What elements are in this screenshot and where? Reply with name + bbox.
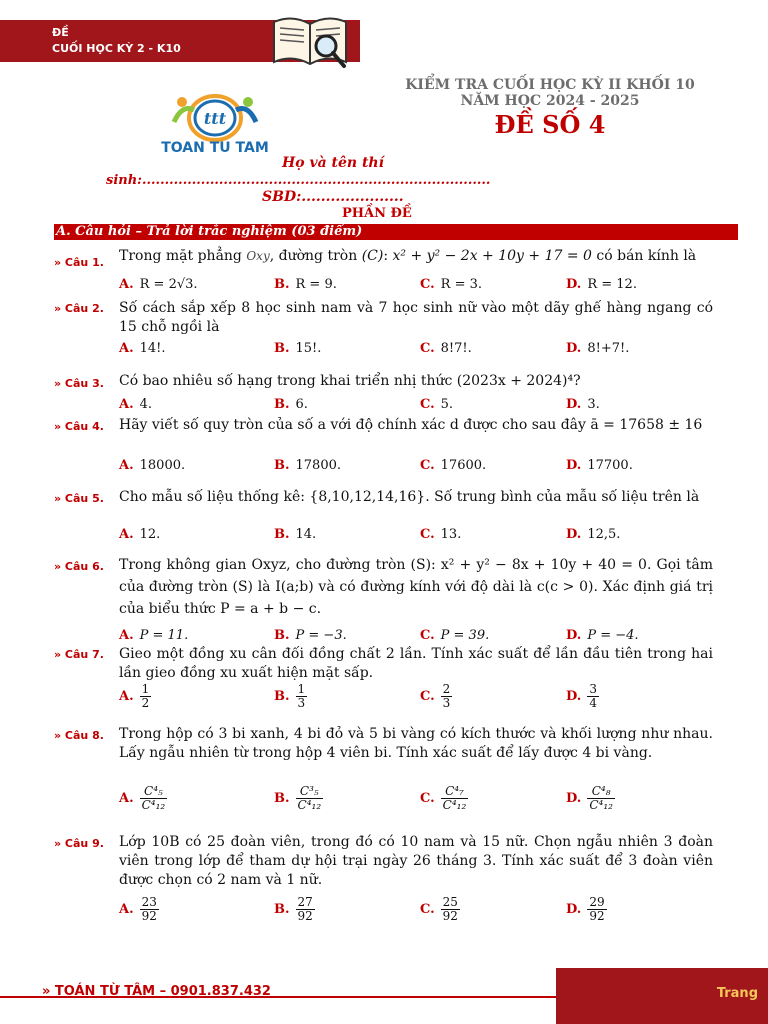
- sbd-line: SBD:.....................: [262, 189, 404, 205]
- option-d[interactable]: D. R = 12.: [566, 277, 637, 292]
- question-label: » Câu 9.: [54, 837, 104, 850]
- option-a[interactable]: A. $\frac{23}{92}$: [119, 895, 157, 923]
- logo-text: TOAN TU TAM: [161, 140, 269, 156]
- page-label: Trang: [716, 986, 758, 1001]
- option-d[interactable]: D. $\frac{29}{92}$: [566, 895, 605, 923]
- school-year: NĂM HỌC 2024 - 2025: [460, 93, 640, 109]
- option-d[interactable]: D. 3.: [566, 397, 600, 412]
- banner-line1: ĐỀ: [52, 26, 69, 39]
- option-c[interactable]: C. 13.: [420, 527, 462, 542]
- option-b[interactable]: B. P = −3.: [274, 628, 347, 643]
- option-a[interactable]: A. $\frac{\text{C⁴₅}}{\text{C⁴₁₂}}$: [119, 784, 166, 812]
- option-b[interactable]: B. 14.: [274, 527, 317, 542]
- option-c[interactable]: C. R = 3.: [420, 277, 483, 292]
- option-b[interactable]: B. 6.: [274, 397, 308, 412]
- exam-title: KIỂM TRA CUỐI HỌC KỲ II KHỐI 10: [405, 77, 695, 93]
- option-d[interactable]: D. 12,5.: [566, 527, 621, 542]
- option-c[interactable]: C. P = 39.: [420, 628, 490, 643]
- question-label: » Câu 6.: [54, 560, 104, 573]
- question-text: Trong hộp có 3 bi xanh, 4 bi đỏ và 5 bi vàng có kích thước và khối lượng như nhau. Lấy ngẫu nhiên từ trong hộp 4 viên bi. Tính xác suất để lấy được 4 bi vàng.: [119, 726, 713, 761]
- option-c[interactable]: C. $\frac{25}{92}$: [420, 895, 458, 923]
- option-d[interactable]: D. $\frac{3}{4}$: [566, 682, 597, 710]
- question-label: » Câu 2.: [54, 302, 104, 315]
- question-label: » Câu 3.: [54, 377, 104, 390]
- footer-contact: » TOÁN TỪ TÂM – 0901.837.432: [42, 984, 271, 999]
- option-b[interactable]: B. 15!.: [274, 341, 322, 356]
- question-label: » Câu 8.: [54, 729, 104, 742]
- student-name-line: sinh:.............................................................................: [106, 173, 491, 188]
- exam-number: ĐỀ SỐ 4: [494, 110, 606, 139]
- option-b[interactable]: B. R = 9.: [274, 277, 337, 292]
- option-a[interactable]: A. P = 11.: [119, 628, 189, 643]
- option-d[interactable]: D. 17700.: [566, 458, 633, 473]
- section-title: A. Câu hỏi – Trả lời trắc nghiệm (03 điểm): [54, 224, 738, 240]
- option-a[interactable]: A. 12.: [119, 527, 161, 542]
- question-label: » Câu 1.: [54, 256, 104, 269]
- option-a[interactable]: A. R = 2√3.: [119, 277, 198, 292]
- question-label: » Câu 4.: [54, 420, 104, 433]
- option-c[interactable]: C. 8!7!.: [420, 341, 472, 356]
- question-text: Lớp 10B có 25 đoàn viên, trong đó có 10 nam và 15 nữ. Chọn ngẫu nhiên 3 đoàn viên trong lớp để tham dự hội trại ngày 26 tháng 3. Tính xác suất để 3 đoàn viên được chọn có 2 nam và 1 nữ.: [119, 834, 713, 888]
- part-label: PHẦN ĐỀ: [342, 206, 412, 221]
- option-d[interactable]: D. $\frac{\text{C⁴₈}}{\text{C⁴₁₂}}$: [566, 784, 613, 812]
- question-label: » Câu 7.: [54, 648, 104, 661]
- book-magnifier-icon: [270, 8, 350, 70]
- question-text: Hãy viết số quy tròn của số a với độ chính xác d được cho sau đây ā = 17658 ± 16: [119, 417, 703, 433]
- option-c[interactable]: C. $\frac{\text{C⁴₇}}{\text{C⁴₁₂}}$: [420, 784, 467, 812]
- question-text: Có bao nhiêu số hạng trong khai triển nhị thức (2023x + 2024)⁴?: [119, 373, 581, 389]
- option-a[interactable]: A. 4.: [119, 397, 153, 412]
- option-d[interactable]: D. 8!+7!.: [566, 341, 630, 356]
- option-b[interactable]: B. $\frac{27}{92}$: [274, 895, 313, 923]
- question-text: Số cách sắp xếp 8 học sinh nam và 7 học sinh nữ vào một dãy ghế hàng ngang có 15 chỗ ngồi là: [119, 300, 713, 335]
- option-b[interactable]: B. $\frac{1}{3}$: [274, 682, 306, 710]
- svg-text:ttt: ttt: [203, 109, 227, 128]
- question-text: Cho mẫu số liệu thống kê: {8,10,12,14,16}. Số trung bình của mẫu số liệu trên là: [119, 489, 700, 505]
- option-a[interactable]: A. 18000.: [119, 458, 186, 473]
- option-a[interactable]: A. $\frac{1}{2}$: [119, 682, 150, 710]
- option-b[interactable]: B. $\frac{\text{C³₅}}{\text{C⁴₁₂}}$: [274, 784, 322, 812]
- question-text: Gieo một đồng xu cân đối đồng chất 2 lần. Tính xác suất để lần đầu tiên trong hai lần gieo đồng xu xuất hiện mặt sấp.: [119, 646, 713, 681]
- question-text: Trong không gian Oxyz, cho đường tròn (S): x² + y² − 8x + 10y + 40 = 0. Gọi tâm của đường tròn (S) là I(a;b) và có đường kính với độ dài là c(c > 0). Xác định giá trị của biểu thức P = a + b − c.: [119, 557, 713, 617]
- option-c[interactable]: C. 17600.: [420, 458, 487, 473]
- student-name-label: Họ và tên thí: [282, 155, 384, 171]
- question-label: » Câu 5.: [54, 492, 104, 505]
- option-d[interactable]: D. P = −4.: [566, 628, 639, 643]
- footer-page-badge: [556, 968, 768, 1024]
- question-text: Trong mặt phẳng Oxy, đường tròn (C): x² + y² − 2x + 10y + 17 = 0 có bán kính là: [119, 248, 697, 264]
- option-a[interactable]: A. 14!.: [119, 341, 166, 356]
- option-c[interactable]: C. 5.: [420, 397, 454, 412]
- banner-line2: CUỐI HỌC KỲ 2 - K10: [52, 42, 181, 55]
- option-b[interactable]: B. 17800.: [274, 458, 342, 473]
- option-c[interactable]: C. $\frac{2}{3}$: [420, 682, 451, 710]
